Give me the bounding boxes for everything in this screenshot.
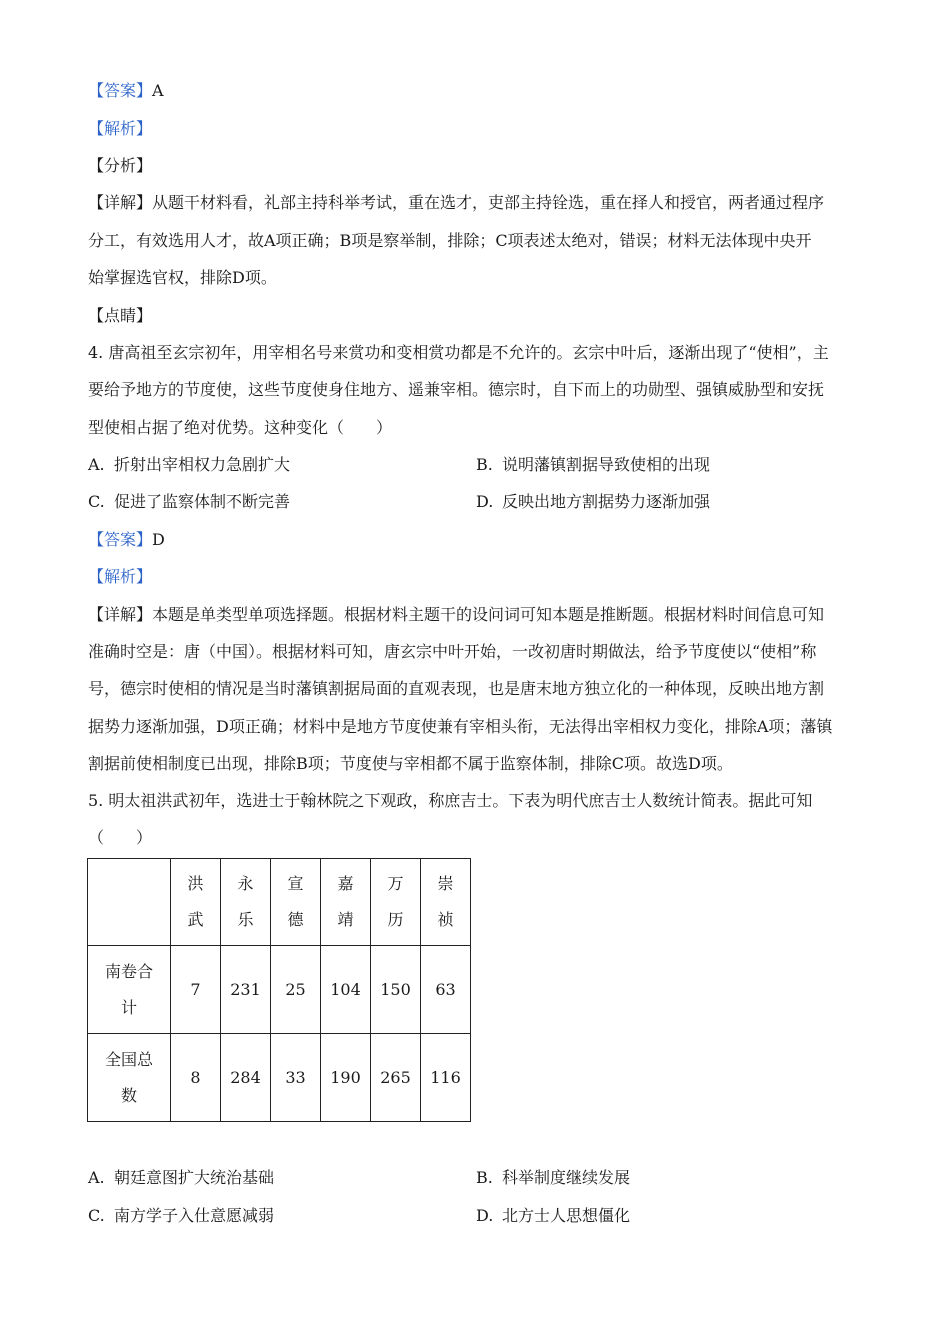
- q3-dianjing-tag: 【点睛】: [88, 306, 153, 325]
- header-char: 万: [387, 874, 404, 893]
- value-cell: 231: [221, 946, 271, 1034]
- row-label-cell: [88, 1034, 171, 1122]
- q4-detail-line-5: 割据前使相制度已出现，排除B项；节度使与宰相都不属于监察体制，排除C项。故选D项。: [88, 754, 733, 773]
- table-header-row: [88, 859, 471, 946]
- q4-option-d[interactable]: [476, 491, 710, 513]
- q4-stem-line-1: 4. 唐高祖至玄宗初年，用宰相名号来赏功和变相赏功都是不允许的。玄宗中叶后，逐渐出现了“使相”，主: [88, 343, 829, 362]
- row-label-part: 数: [120, 1085, 137, 1105]
- q3-detail-line-1: [88, 192, 824, 214]
- answer-tag: 【答案】: [88, 81, 153, 100]
- answer-value: D: [152, 530, 165, 549]
- header-char: 崇: [437, 874, 454, 893]
- option-text: 说明藩镇割据导致使相的出现: [502, 455, 711, 474]
- answer-tag: 【答案】: [88, 530, 153, 549]
- header-char: 历: [387, 910, 404, 929]
- q5-stem-line-2: （ ）: [88, 828, 153, 847]
- q5-stem-line-1: 5. 明太祖洪武初年，选进士于翰林院之下观政，称庶吉士。下表为明代庶吉士人数统计简表。据此可知: [88, 791, 813, 810]
- option-label: A.: [88, 455, 105, 474]
- value-cell: 7: [171, 946, 221, 1034]
- value-cell: 190: [321, 1034, 371, 1122]
- q4-analysis-tag: 【解析】: [88, 567, 153, 586]
- option-text: 北方士人思想僵化: [502, 1206, 631, 1225]
- q3-detail-line-3: 始掌握选官权，排除D项。: [88, 268, 277, 287]
- option-text: 促进了监察体制不断完善: [114, 492, 291, 511]
- detail-text: 本题是单类型单项选择题。根据材料主题干的设问词可知本题是推断题。根据材料时间信息可知: [152, 605, 825, 624]
- detail-text: 从题干材料看，礼部主持科举考试，重在选才，吏部主持铨选，重在择人和授官，两者通过程序: [152, 193, 825, 212]
- q5-option-a[interactable]: [88, 1167, 274, 1189]
- header-cell: [271, 859, 321, 946]
- option-label: C.: [88, 1206, 105, 1225]
- value-cell: 8: [171, 1034, 221, 1122]
- option-text: 折射出宰相权力急剧扩大: [114, 455, 291, 474]
- value-cell: 265: [371, 1034, 421, 1122]
- q3-detail-line-2: 分工，有效选用人才，故A项正确；B项是察举制，排除；C项表述太绝对，错误；材料无法体现中央开: [88, 231, 812, 250]
- table-row: [88, 946, 471, 1034]
- detail-tag: 【详解】: [88, 193, 153, 212]
- answer-value: A: [152, 81, 164, 100]
- header-cell: [171, 859, 221, 946]
- row-label-part: 计: [120, 997, 137, 1017]
- q3-analysis-tag: 【解析】: [88, 119, 153, 138]
- header-cell: [421, 859, 471, 946]
- option-label: D.: [476, 492, 494, 511]
- option-label: B.: [476, 1168, 493, 1187]
- header-char: 德: [287, 910, 304, 929]
- value-cell: 116: [421, 1034, 471, 1122]
- q4-option-c[interactable]: [88, 491, 290, 513]
- q3-answer-line: [88, 80, 164, 102]
- option-label: C.: [88, 492, 105, 511]
- q4-detail-line-1: [88, 604, 824, 626]
- header-char: 洪: [187, 874, 204, 893]
- q4-stem-line-2: 要给予地方的节度使，这些节度使身住地方、遥兼宰相。德宗时，自下而上的功勋型、强镇威胁型和安抚: [88, 380, 825, 399]
- header-char: 武: [187, 910, 204, 929]
- header-char: 靖: [337, 910, 354, 929]
- q5-option-c[interactable]: [88, 1205, 274, 1227]
- value-cell: 33: [271, 1034, 321, 1122]
- shujishi-stat-table: [87, 858, 471, 1122]
- q4-detail-line-4: 据势力逐渐加强，D项正确；材料中是地方节度使兼有宰相头衔，无法得出宰相权力变化，排除A项；藩镇: [88, 717, 833, 736]
- header-cell: [321, 859, 371, 946]
- header-char: 嘉: [337, 874, 354, 893]
- table-row: [88, 1034, 471, 1122]
- option-label: A.: [88, 1168, 105, 1187]
- header-char: 永: [237, 874, 254, 893]
- q4-detail-line-2: 准确时空是：唐（中国）。根据材料可知，唐玄宗中叶开始，一改初唐时期做法，给予节度使以“使相”称: [88, 642, 817, 661]
- detail-tag: 【详解】: [88, 605, 153, 624]
- option-text: 南方学子入仕意愿减弱: [114, 1206, 275, 1225]
- q5-option-b[interactable]: [476, 1167, 630, 1189]
- row-label-part: 全国总: [104, 1049, 153, 1069]
- header-cell: [221, 859, 271, 946]
- row-label-part: 南卷合: [104, 961, 153, 981]
- value-cell: 150: [371, 946, 421, 1034]
- q5-option-d[interactable]: [476, 1205, 630, 1227]
- value-cell: 25: [271, 946, 321, 1034]
- option-label: B.: [476, 455, 493, 474]
- q4-option-a[interactable]: [88, 454, 290, 476]
- option-text: 反映出地方割据势力逐渐加强: [502, 492, 711, 511]
- option-text: 朝廷意图扩大统治基础: [114, 1168, 275, 1187]
- option-text: 科举制度继续发展: [502, 1168, 631, 1187]
- header-char: 宣: [287, 874, 304, 893]
- header-char: 祯: [437, 910, 454, 929]
- option-label: D.: [476, 1206, 494, 1225]
- header-cell: [371, 859, 421, 946]
- q4-detail-line-3: 号，德宗时使相的情况是当时藩镇割据局面的直观表现，也是唐末地方独立化的一种体现，反映出地方割: [88, 679, 825, 698]
- value-cell: 104: [321, 946, 371, 1034]
- q3-fenxi-tag: 【分析】: [88, 156, 153, 175]
- value-cell: 284: [221, 1034, 271, 1122]
- value-cell: 63: [421, 946, 471, 1034]
- row-label-cell: [88, 946, 171, 1034]
- q4-answer-line: [88, 529, 165, 551]
- table-corner-cell: [88, 859, 171, 946]
- q4-option-b[interactable]: [476, 454, 710, 476]
- header-char: 乐: [237, 910, 254, 929]
- q4-stem-line-3: 型使相占据了绝对优势。这种变化（ ）: [88, 418, 393, 437]
